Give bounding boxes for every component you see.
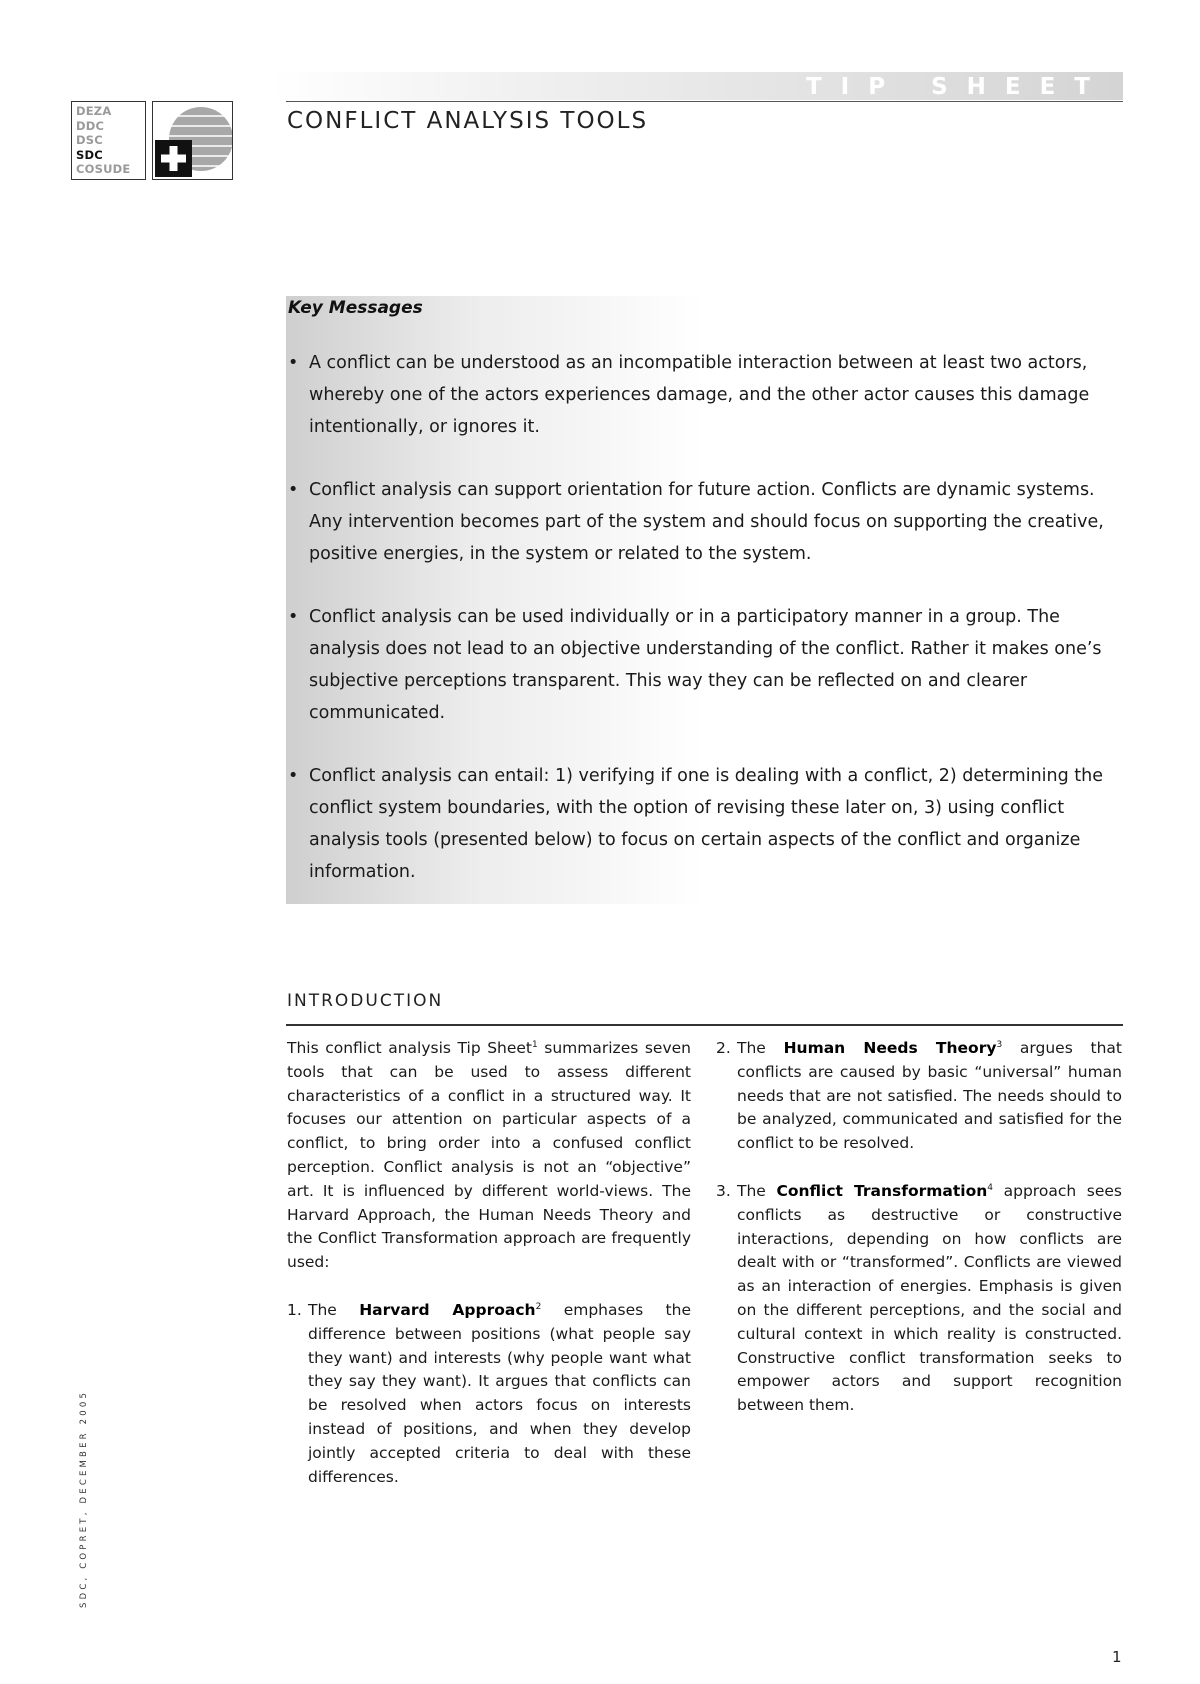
introduction-right-column xyxy=(716,1037,1122,1418)
globe-icon xyxy=(153,102,233,180)
introduction-divider xyxy=(286,1024,1123,1026)
logo-word: COSUDE xyxy=(76,162,131,177)
page-title: CONFLICT ANALYSIS TOOLS xyxy=(287,108,649,134)
list-item xyxy=(288,760,1118,888)
approach-item-human-needs xyxy=(716,1037,1122,1156)
approach-item-harvard xyxy=(287,1299,691,1489)
agency-logo-wordmark xyxy=(71,101,146,180)
item-number: 1. xyxy=(287,1300,302,1319)
key-message-text: Conflict analysis can entail: 1) verifying if one is dealing with a conflict, 2) determining the conflict system boundaries, with the option of revising these later on, 3) using conflict analysis tools (presented below) to focus on certain aspects of the conflict and organize information. xyxy=(309,766,1104,882)
bullet-icon: • xyxy=(288,766,299,786)
bullet-icon: • xyxy=(288,607,299,627)
list-item xyxy=(288,347,1118,443)
logo-word: DDC xyxy=(76,118,105,133)
logo-word: DSC xyxy=(76,133,103,148)
footnote-ref: 3 xyxy=(996,1039,1003,1050)
item-number: 3. xyxy=(716,1181,731,1200)
approach-description: emphases the difference between positions (what people say they want) and interests (why people want what they say they want). It argues that conflicts can be resolved when actors focus on interests instead of positions, and when they develop jointly accepted criteria to deal with these differences. xyxy=(308,1300,691,1486)
swiss-globe-emblem xyxy=(152,101,233,180)
logo-word: DEZA xyxy=(76,104,112,118)
approach-name: Conflict Transformation xyxy=(776,1181,988,1200)
footnote-ref: 2 xyxy=(535,1301,542,1312)
item-prefix: The xyxy=(308,1300,360,1319)
introduction-left-column xyxy=(287,1037,691,1489)
introduction-heading: INTRODUCTION xyxy=(287,991,444,1011)
logo-word-selected: SDC xyxy=(76,147,103,162)
key-message-text: Conflict analysis can be used individually or in a participatory manner in a group. The analysis does not lead to an objective understanding of the conflict. Rather it makes one’s subjective perceptions transparent. This way they can be reflected on and clearer communicated. xyxy=(309,607,1102,723)
key-message-text: Conflict analysis can support orientation for future action. Conflicts are dynamic systems. Any intervention becomes part of the system and should focus on supporting the creative, positive energies, in the system or related to the system. xyxy=(309,480,1104,564)
intro-text: summarizes seven tools that can be used to assess different characteristics of a conflict in a structured way. It focuses our attention on particular aspects of a conflict, to bring order into a confused conflict perception. Conflict analysis is not an “objective” art. It is influenced by different world-views. The Harvard Approach, the Human Needs Theory and the Conflict Transformation approach are frequently used: xyxy=(287,1039,691,1272)
item-number: 2. xyxy=(716,1039,731,1057)
publication-info: SDC, COPRET, DECEMBER 2005 xyxy=(79,1389,89,1608)
item-prefix: The xyxy=(737,1039,784,1057)
footnote-ref: 4 xyxy=(987,1182,994,1193)
intro-text: This conflict analysis Tip Sheet xyxy=(287,1039,533,1057)
approach-description: approach sees conflicts as destructive or constructive interactions, depending on how conflicts are dealt with or “transformed”. Conflicts are viewed as an interaction of energies. Emphasis is given on the different perceptions, and the social and cultural context in which reality is constructed. Constructive conflict transformation seeks to empower actors and support recognition between them. xyxy=(737,1181,1122,1415)
key-messages-list xyxy=(288,347,1118,919)
page-number: 1 xyxy=(1112,1648,1122,1666)
key-message-text: A conflict can be understood as an incompatible interaction between at least two actors, whereby one of the actors experiences damage, and the other actor causes this damage intentionally, or ignores it. xyxy=(309,353,1090,437)
header-divider xyxy=(286,101,1123,102)
approach-name: Harvard Approach xyxy=(359,1300,536,1319)
tip-sheet-band xyxy=(270,72,1123,100)
list-item xyxy=(288,601,1118,729)
bullet-icon: • xyxy=(288,353,299,373)
tip-sheet-label: TIP SHEET xyxy=(805,74,1109,100)
key-messages-title: Key Messages xyxy=(288,298,423,318)
introduction-paragraph xyxy=(287,1037,691,1275)
approach-description: argues that conflicts are caused by basic “universal” human needs that are not satisfied. The needs should to be analyzed, communicated and satisfied for the conflict to be resolved. xyxy=(737,1039,1122,1153)
bullet-icon: • xyxy=(288,480,299,500)
approach-name: Human Needs Theory xyxy=(783,1039,997,1057)
approach-item-conflict-transformation xyxy=(716,1180,1122,1418)
list-item xyxy=(288,474,1118,570)
footnote-ref: 1 xyxy=(532,1039,538,1050)
item-prefix: The xyxy=(737,1181,777,1200)
